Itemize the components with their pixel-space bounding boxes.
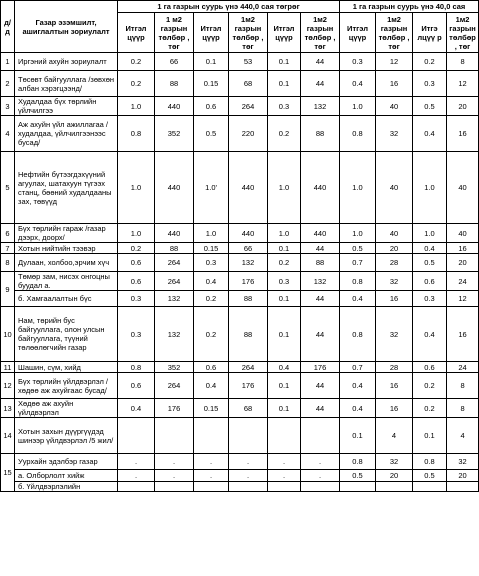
rate-cell: 0.4: [340, 71, 376, 97]
row-number: 7: [1, 243, 15, 254]
rate-cell: 0.1: [268, 399, 301, 418]
table-row: [1, 362, 479, 373]
rate-cell: 0.2: [194, 307, 229, 362]
rate-cell: 132: [229, 254, 268, 272]
rate-cell: 0.1: [268, 307, 301, 362]
rate-cell: [229, 418, 268, 454]
rate-cell: 88: [301, 116, 340, 152]
rate-cell: 0.4: [194, 272, 229, 291]
rate-cell: 1.0: [194, 224, 229, 243]
rate-cell: 1.0': [194, 152, 229, 224]
rate-cell: [118, 482, 155, 492]
rate-cell: 220: [229, 116, 268, 152]
sub-header: 1м2 газрын төлбөр , төг: [229, 13, 268, 53]
rate-cell: 0.15: [194, 71, 229, 97]
rate-cell: 0.1: [340, 418, 376, 454]
rate-cell: 132: [301, 272, 340, 291]
row-number: 12: [1, 373, 15, 399]
rate-cell: .: [155, 454, 194, 470]
table-row: [1, 482, 479, 492]
row-purpose: Хөдөө аж ахуйн үйлдвэрлэл: [15, 399, 118, 418]
rate-cell: 1.0: [340, 224, 376, 243]
rate-cell: .: [301, 470, 340, 482]
row-number: 9: [1, 272, 15, 307]
rate-cell: 0.3: [413, 71, 447, 97]
rate-cell: 1.0: [118, 224, 155, 243]
rate-cell: 4: [376, 418, 413, 454]
rate-cell: 0.1: [268, 291, 301, 307]
rate-cell: 0.1: [268, 71, 301, 97]
row-purpose: Нефтийн бүтээгдэхүүний агуулах, шатахуун түгээх станц, бөөний худалдааны зах, төвүүд: [15, 152, 118, 224]
rate-cell: 0.6: [413, 362, 447, 373]
col-no-header: д/д: [1, 1, 15, 53]
rate-cell: [118, 418, 155, 454]
rate-cell: .: [229, 470, 268, 482]
rate-cell: 32: [376, 454, 413, 470]
rate-cell: 0.3: [194, 254, 229, 272]
rate-cell: 264: [155, 373, 194, 399]
rate-cell: 0.4: [340, 373, 376, 399]
rate-cell: 0.4: [413, 307, 447, 362]
rate-cell: 44: [301, 399, 340, 418]
rate-cell: 88: [155, 243, 194, 254]
rate-cell: 0.6: [118, 254, 155, 272]
rate-cell: 16: [447, 243, 479, 254]
rate-cell: 32: [447, 454, 479, 470]
rate-cell: 20: [447, 97, 479, 116]
table-body: [1, 53, 479, 492]
rate-cell: 53: [229, 53, 268, 71]
rate-cell: [155, 482, 194, 492]
table-row: [1, 291, 479, 307]
table-row: [1, 53, 479, 71]
table-row: [1, 454, 479, 470]
rate-cell: 0.8: [118, 116, 155, 152]
rate-cell: 0.3: [340, 53, 376, 71]
rate-cell: .: [118, 470, 155, 482]
row-number: 13: [1, 399, 15, 418]
table-row: [1, 254, 479, 272]
rate-cell: 0.1: [268, 373, 301, 399]
rate-cell: .: [194, 470, 229, 482]
rate-cell: 0.3: [118, 307, 155, 362]
row-number: 2: [1, 71, 15, 97]
rate-cell: 0.4: [340, 291, 376, 307]
rate-cell: 0.3: [118, 291, 155, 307]
group-440-header: 1 га газрын суурь үнэ 440,0 сая төгрөг: [118, 1, 340, 13]
rate-cell: 0.2: [268, 116, 301, 152]
rate-cell: 0.3: [268, 97, 301, 116]
sub-header: Итгэл цүүр: [268, 13, 301, 53]
rate-cell: 132: [155, 307, 194, 362]
rate-cell: 0.4: [118, 399, 155, 418]
col-name-header: Газар эзэмшилт, ашиглалтын зориулалт: [15, 1, 118, 53]
rate-cell: 0.2: [413, 53, 447, 71]
row-number: 11: [1, 362, 15, 373]
table-row: [1, 272, 479, 291]
rate-cell: 0.15: [194, 399, 229, 418]
rate-cell: 1.0: [340, 152, 376, 224]
table-row: [1, 399, 479, 418]
table-row: [1, 71, 479, 97]
rate-cell: [413, 482, 447, 492]
row-purpose: Хотын нийтийн тээвэр: [15, 243, 118, 254]
rate-cell: 0.8: [340, 116, 376, 152]
row-number: 4: [1, 116, 15, 152]
rate-cell: 132: [301, 97, 340, 116]
rate-cell: 0.4: [268, 362, 301, 373]
row-purpose: Нам, төрийн бус байгууллага, олон улсын байгууллага, түүний төлөөлөгчийн газар: [15, 307, 118, 362]
rate-cell: 20: [447, 254, 479, 272]
rate-cell: 0.2: [118, 243, 155, 254]
row-purpose: Төмөр зам, нисэх онгоцны буудал а.: [15, 272, 118, 291]
row-purpose: Уурхайн эдэлбэр газар: [15, 454, 118, 470]
sub-header: 1м2 газрын төлбөр , төг: [447, 13, 479, 53]
rate-cell: 8: [447, 399, 479, 418]
rate-cell: 0.6: [118, 373, 155, 399]
group-40-header: 1 га газрын суурь үнэ 40,0 сая: [340, 1, 479, 13]
rate-cell: 0.6: [194, 362, 229, 373]
rate-cell: 0.8: [413, 454, 447, 470]
rate-cell: 40: [447, 224, 479, 243]
rate-cell: [447, 482, 479, 492]
rate-cell: 0.1: [268, 53, 301, 71]
rate-cell: 16: [376, 373, 413, 399]
rate-cell: 176: [229, 272, 268, 291]
rate-cell: .: [301, 454, 340, 470]
rate-cell: 0.8: [118, 362, 155, 373]
row-purpose: Дулаан, холбоо,эрчим хүч: [15, 254, 118, 272]
rate-cell: 0.5: [340, 470, 376, 482]
table-row: [1, 97, 479, 116]
rate-cell: 44: [301, 71, 340, 97]
rate-cell: .: [268, 454, 301, 470]
row-purpose: а. Олборлолт хийж: [15, 470, 118, 482]
rate-cell: [268, 482, 301, 492]
row-purpose: Иргэний ахуйн зориулалт: [15, 53, 118, 71]
sub-header: Итгэ лцүү р: [413, 13, 447, 53]
rate-cell: 1.0: [268, 152, 301, 224]
rate-cell: 44: [301, 307, 340, 362]
rate-cell: 440: [301, 224, 340, 243]
row-number: 10: [1, 307, 15, 362]
rate-cell: 40: [376, 224, 413, 243]
rate-cell: [155, 418, 194, 454]
rate-cell: [194, 482, 229, 492]
rate-cell: 32: [376, 116, 413, 152]
rate-cell: 0.4: [340, 399, 376, 418]
table-row: [1, 470, 479, 482]
rate-cell: 0.2: [118, 53, 155, 71]
table-row: [1, 418, 479, 454]
rate-cell: 16: [376, 291, 413, 307]
rate-cell: 132: [155, 291, 194, 307]
rate-cell: [376, 482, 413, 492]
sub-header: 1м2 газрын төлбөр , төг: [376, 13, 413, 53]
rate-cell: 20: [447, 470, 479, 482]
rate-cell: 0.6: [413, 272, 447, 291]
rate-cell: 440: [301, 152, 340, 224]
row-number: 6: [1, 224, 15, 243]
rate-cell: [268, 418, 301, 454]
rate-cell: 1.0: [118, 152, 155, 224]
rate-cell: 0.3: [413, 291, 447, 307]
rate-cell: 0.4: [194, 373, 229, 399]
rate-cell: 32: [376, 307, 413, 362]
rate-cell: .: [118, 454, 155, 470]
rate-cell: 264: [155, 272, 194, 291]
sub-header: 1 м2 газрын төлбөр , төг: [155, 13, 194, 53]
table-row: [1, 373, 479, 399]
rate-cell: 88: [301, 254, 340, 272]
rate-cell: 0.8: [340, 454, 376, 470]
table-row: [1, 152, 479, 224]
rate-cell: 88: [155, 71, 194, 97]
row-number: 5: [1, 152, 15, 224]
rate-cell: .: [155, 470, 194, 482]
rate-cell: 264: [155, 254, 194, 272]
rate-cell: 0.8: [340, 272, 376, 291]
rate-cell: 352: [155, 116, 194, 152]
table-row: [1, 224, 479, 243]
rate-cell: 16: [447, 307, 479, 362]
rate-cell: [301, 482, 340, 492]
rate-cell: 16: [376, 399, 413, 418]
rate-cell: 0.4: [413, 243, 447, 254]
rate-cell: 88: [229, 291, 268, 307]
rate-cell: 440: [155, 152, 194, 224]
rate-cell: [229, 482, 268, 492]
rate-cell: 8: [447, 53, 479, 71]
rate-cell: 40: [376, 152, 413, 224]
rate-cell: 40: [447, 152, 479, 224]
rate-cell: 440: [229, 224, 268, 243]
rate-cell: 12: [447, 71, 479, 97]
sub-header: Итгэл цүүр: [340, 13, 376, 53]
rate-cell: 20: [376, 243, 413, 254]
header-row-groups: [1, 1, 479, 13]
rate-cell: 32: [376, 272, 413, 291]
rate-cell: 1.0: [340, 97, 376, 116]
row-purpose: б. Хамгаалалтын бүс: [15, 291, 118, 307]
rate-cell: 176: [155, 399, 194, 418]
rate-cell: 0.5: [340, 243, 376, 254]
rate-cell: 40: [376, 97, 413, 116]
rate-cell: 44: [301, 243, 340, 254]
rate-cell: 24: [447, 362, 479, 373]
rate-cell: 264: [229, 97, 268, 116]
sub-header: Итгэл цүүр: [194, 13, 229, 53]
rate-cell: 440: [229, 152, 268, 224]
sub-header: 1м2 газрын төлбөр , төг: [301, 13, 340, 53]
rate-cell: 0.1: [413, 418, 447, 454]
rate-cell: 0.1: [268, 243, 301, 254]
row-number: 3: [1, 97, 15, 116]
rate-cell: .: [194, 454, 229, 470]
rate-cell: 0.5: [413, 97, 447, 116]
rate-cell: 440: [155, 224, 194, 243]
row-purpose: б. Үйлдвэрлэлийн: [15, 482, 118, 492]
rate-cell: 0.2: [413, 399, 447, 418]
rate-cell: 68: [229, 71, 268, 97]
rate-cell: 0.7: [340, 362, 376, 373]
rate-cell: 1.0: [118, 97, 155, 116]
rate-cell: 176: [229, 373, 268, 399]
rate-cell: 16: [447, 116, 479, 152]
row-number: 14: [1, 418, 15, 454]
rate-cell: 0.15: [194, 243, 229, 254]
row-number: 1: [1, 53, 15, 71]
rate-cell: 0.1: [194, 53, 229, 71]
rate-cell: 28: [376, 362, 413, 373]
rate-cell: 20: [376, 470, 413, 482]
rate-cell: 66: [229, 243, 268, 254]
table-row: [1, 307, 479, 362]
rate-cell: 1.0: [268, 224, 301, 243]
rate-cell: [340, 482, 376, 492]
rate-cell: 88: [229, 307, 268, 362]
rate-cell: 8: [447, 373, 479, 399]
rate-cell: 264: [229, 362, 268, 373]
rate-cell: 0.5: [413, 470, 447, 482]
rate-cell: 0.4: [413, 116, 447, 152]
sub-header: Итгэл цүүр: [118, 13, 155, 53]
rate-cell: 0.2: [413, 373, 447, 399]
row-purpose: Бүх төрлийн гараж /газар дээрх, доорх/: [15, 224, 118, 243]
rate-cell: 28: [376, 254, 413, 272]
rate-cell: 0.2: [194, 291, 229, 307]
rate-cell: 12: [447, 291, 479, 307]
rate-cell: 352: [155, 362, 194, 373]
rate-cell: 4: [447, 418, 479, 454]
rate-cell: 24: [447, 272, 479, 291]
rate-cell: 16: [376, 71, 413, 97]
table-row: [1, 116, 479, 152]
rate-cell: 0.3: [268, 272, 301, 291]
rate-cell: .: [268, 470, 301, 482]
rate-cell: 0.6: [194, 97, 229, 116]
row-purpose: Хотын захын дүүргүүдэд шинээр үйлдвэрлэл /5 жил/: [15, 418, 118, 454]
table-row: [1, 243, 479, 254]
rate-cell: 0.5: [194, 116, 229, 152]
rate-cell: 66: [155, 53, 194, 71]
row-purpose: Бүх төрлийн үйлдвэрлэл /хөдөө аж ахуйгаас бусад/: [15, 373, 118, 399]
row-number: 15: [1, 454, 15, 492]
row-purpose: Шашин, сүм, хийд: [15, 362, 118, 373]
rate-cell: 44: [301, 53, 340, 71]
rate-cell: 0.8: [340, 307, 376, 362]
rate-cell: 12: [376, 53, 413, 71]
rate-cell: 0.5: [413, 254, 447, 272]
rate-cell: 44: [301, 373, 340, 399]
rate-cell: 44: [301, 291, 340, 307]
row-purpose: Төсөвт байгууллага /зөвхөн албан хэрэгцээнд/: [15, 71, 118, 97]
row-purpose: Аж ахуйн үйл ажиллагаа /худалдаа, үйлчилгээнээс бусад/: [15, 116, 118, 152]
rate-cell: [301, 418, 340, 454]
row-purpose: Худалдаа бүх төрлийн үйлчилгээ: [15, 97, 118, 116]
rate-cell: 0.2: [268, 254, 301, 272]
rate-cell: 0.6: [118, 272, 155, 291]
row-number: 8: [1, 254, 15, 272]
rate-cell: 1.0: [413, 224, 447, 243]
rate-cell: 0.7: [340, 254, 376, 272]
rate-cell: 440: [155, 97, 194, 116]
rate-cell: [194, 418, 229, 454]
rate-cell: 0.2: [118, 71, 155, 97]
rate-cell: 1.0: [413, 152, 447, 224]
rate-cell: .: [229, 454, 268, 470]
rate-cell: 68: [229, 399, 268, 418]
rate-cell: 176: [301, 362, 340, 373]
